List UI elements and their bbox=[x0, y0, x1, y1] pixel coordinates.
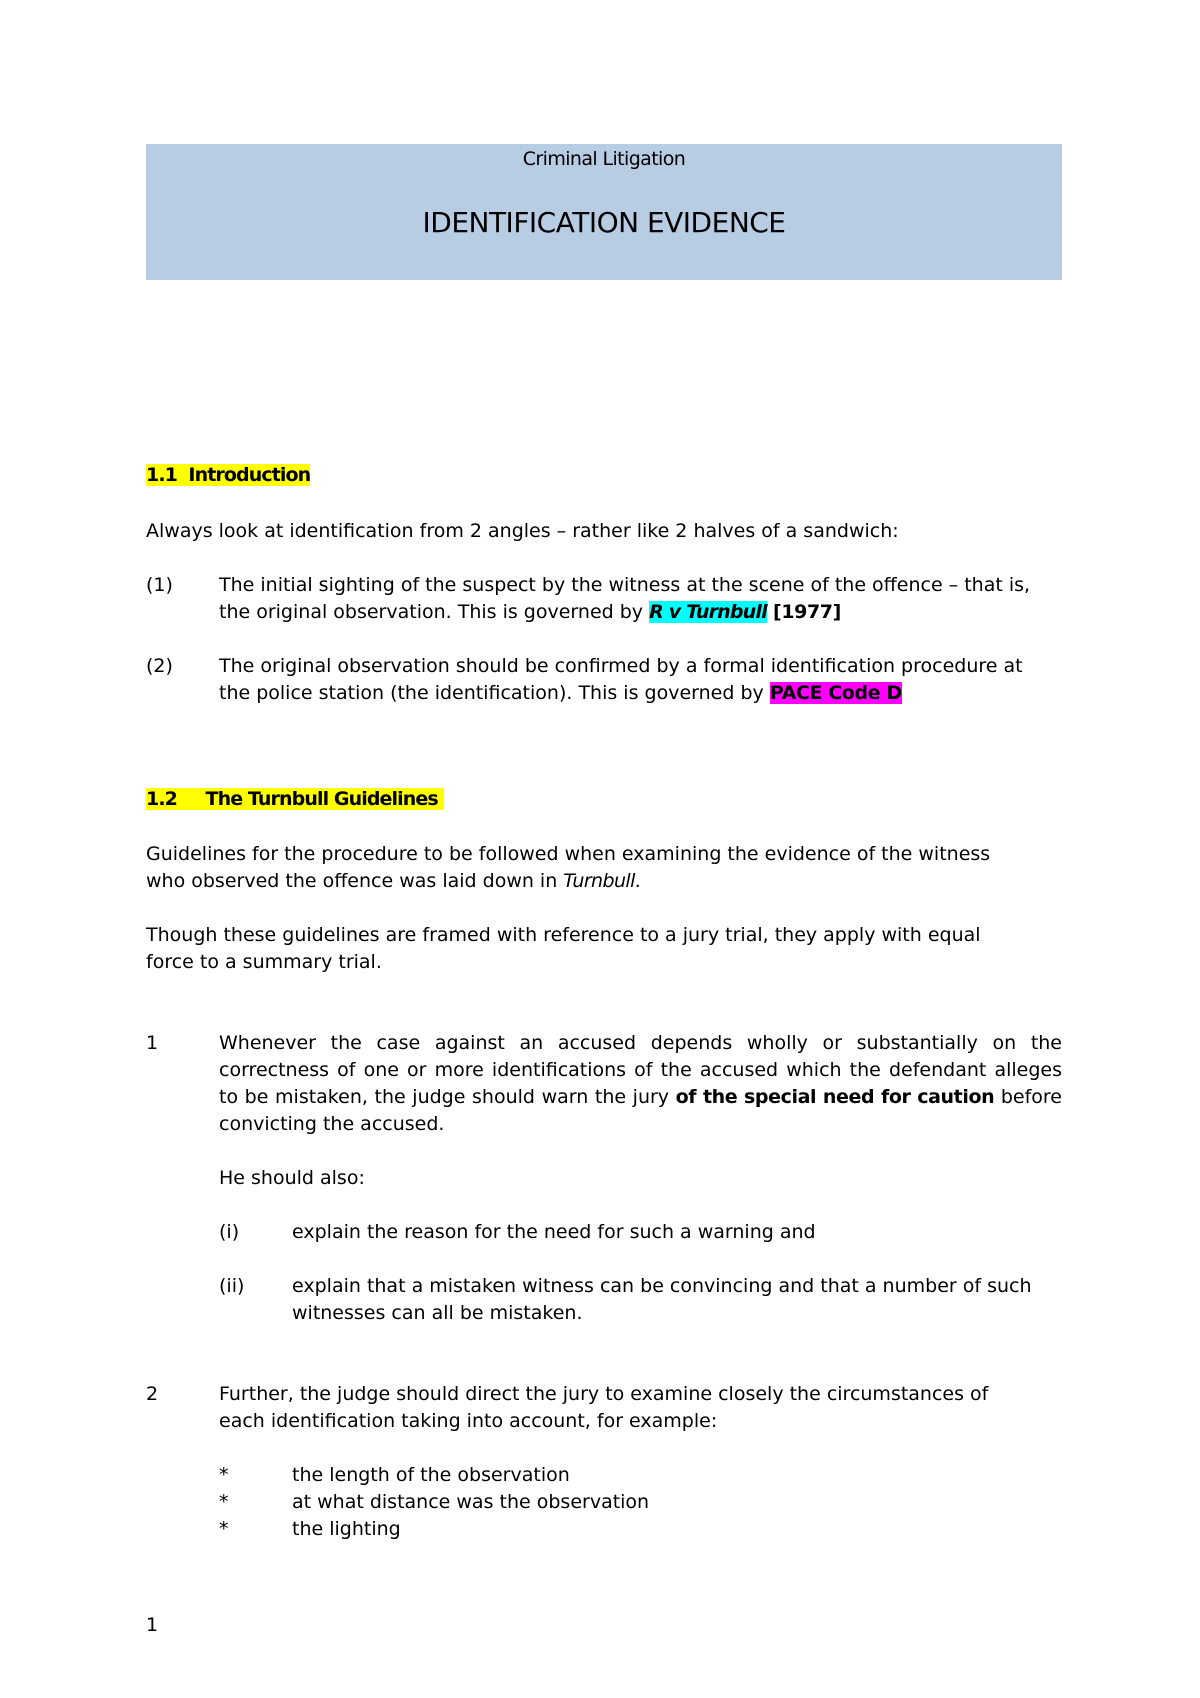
guideline-2-text: Further, the judge should direct the jury to examine closely the circumstances of bbox=[219, 1383, 989, 1405]
list-marker: (2) bbox=[146, 655, 173, 677]
guideline-1-text bbox=[219, 1030, 1062, 1138]
guideline-2-text: each identification taking into account, for example: bbox=[219, 1410, 718, 1432]
page-number: 1 bbox=[146, 1614, 159, 1636]
section-1-1-intro: Always look at identification from 2 angles – rather like 2 halves of a sandwich: bbox=[146, 520, 899, 542]
document-title: IDENTIFICATION EVIDENCE bbox=[422, 206, 786, 239]
title-banner bbox=[146, 144, 1062, 280]
list-item-text bbox=[219, 599, 841, 626]
guideline-text-part: Whenever the case against an accused depends wholly or substantially on the correctness of one or more identifications of the accused which the defendant alleges to be mistaken, the judge should warn the jury bbox=[219, 1032, 1062, 1108]
paragraph-text-part: who observed the offence was laid down in bbox=[146, 870, 564, 892]
list-item-text-part: the original observation. This is governed by bbox=[219, 601, 650, 623]
guideline-text-part: before convicting the accused. bbox=[219, 1086, 1063, 1135]
case-year: [1977] bbox=[766, 601, 841, 623]
bullet-text: the length of the observation bbox=[292, 1464, 570, 1486]
section-title: The Turnbull Guidelines bbox=[205, 788, 438, 810]
sub-list-text: witnesses can all be mistaken. bbox=[292, 1302, 583, 1324]
guideline-number: 1 bbox=[146, 1032, 159, 1054]
case-name-italic: Turnbull bbox=[563, 870, 635, 892]
bullet-marker: * bbox=[219, 1491, 229, 1513]
document-subtitle: Criminal Litigation bbox=[522, 148, 686, 170]
guideline-number: 2 bbox=[146, 1383, 159, 1405]
sub-list-text: explain the reason for the need for such a warning and bbox=[292, 1221, 816, 1243]
bullet-marker: * bbox=[219, 1518, 229, 1540]
sub-list-marker: (i) bbox=[219, 1221, 240, 1243]
guideline-emphasis: of the special need for caution bbox=[675, 1086, 995, 1108]
section-1-1-heading bbox=[146, 462, 310, 489]
section-1-2-heading bbox=[146, 786, 444, 813]
bullet-text: at what distance was the observation bbox=[292, 1491, 650, 1513]
paragraph-line: force to a summary trial. bbox=[146, 951, 382, 973]
section-number: 1.2 bbox=[146, 788, 177, 810]
paragraph-line bbox=[146, 868, 641, 895]
guideline-also: He should also: bbox=[219, 1167, 365, 1189]
list-marker: (1) bbox=[146, 574, 173, 596]
bullet-marker: * bbox=[219, 1464, 229, 1486]
list-item-text-part: the police station (the identification). This is governed by bbox=[219, 682, 770, 704]
paragraph-text-part: . bbox=[634, 870, 641, 892]
section-title: Introduction bbox=[188, 464, 311, 486]
sub-list-marker: (ii) bbox=[219, 1275, 245, 1297]
paragraph-line: Though these guidelines are framed with reference to a jury trial, they apply with equal bbox=[146, 924, 981, 946]
list-item-text bbox=[219, 680, 902, 707]
sub-list-text: explain that a mistaken witness can be convincing and that a number of such bbox=[292, 1275, 1032, 1297]
bullet-text: the lighting bbox=[292, 1518, 401, 1540]
section-number: 1.1 bbox=[146, 464, 177, 486]
case-citation-turnbull: R v Turnbull bbox=[649, 601, 767, 623]
pace-code-d: PACE Code D bbox=[769, 682, 902, 704]
list-item-text: The original observation should be confirmed by a formal identification procedure at bbox=[219, 655, 1023, 677]
list-item-text: The initial sighting of the suspect by the witness at the scene of the offence – that is, bbox=[219, 574, 1031, 596]
paragraph-line: Guidelines for the procedure to be followed when examining the evidence of the witness bbox=[146, 843, 991, 865]
